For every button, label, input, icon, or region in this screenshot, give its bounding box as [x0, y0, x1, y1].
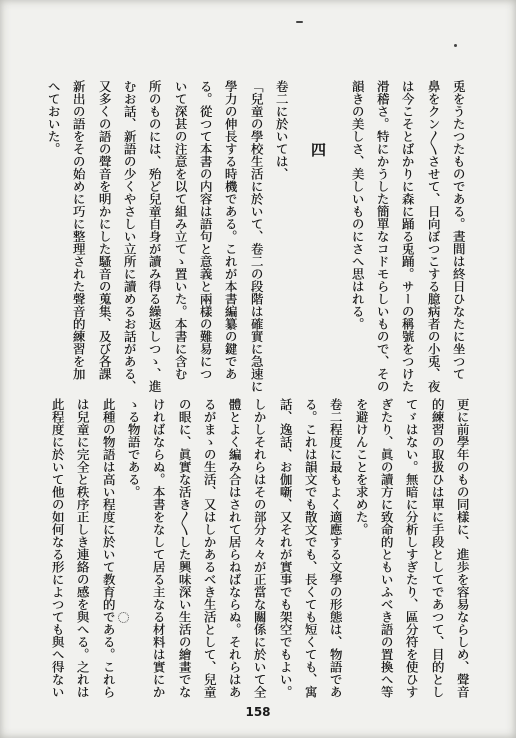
text-column: るがまゝの生活、又はしかあるべき生活として、兒童 — [202, 398, 217, 698]
text-column: 卷二に於いては、 — [274, 80, 289, 180]
text-column: る。從つて本書の内容は語句と意義と兩樣の難易につ — [198, 80, 213, 380]
text-column: 體とよく編み合はされて居らねばならぬ。それらはあ — [227, 398, 242, 698]
scan-speck — [296, 21, 303, 23]
text-column: る。これは韻文でも散文でも、長くても短くても、寓 — [303, 398, 318, 698]
text-column: の眼に、眞實な活き〳〵した興味深い生活の繪畫でな — [177, 398, 192, 698]
text-column: へておいた。 — [46, 80, 61, 155]
text-column: しかしそれらはその部分々々が正當な關係に於いて全 — [252, 398, 267, 698]
text-column: むお話、新語の少くやさしい立所に讀めるお話がある、 — [122, 80, 137, 393]
text-column: を避けんことを求めた。 — [354, 398, 369, 536]
text-column: 所のものには、殆ど兒童自身が讀み得る繰返しつゝ、進 — [147, 80, 162, 393]
text-column: 卷二程度に最もよく適應する文學の形態は、物語であ — [328, 398, 343, 698]
text-column: ぎたり、眞の讀方に致命的ともいふべき語の置換へ等 — [379, 398, 394, 698]
text-column: 「兒童の學校生活に於いて、卷二の段階は確實に急速に — [249, 80, 264, 393]
text-column: ければならぬ。本書をなして居る主なる材料は實にか — [151, 398, 166, 698]
text-column: ゝる物語である。 — [126, 398, 141, 498]
text-column: いて深甚の注意を以て組み立てゝ置いた。本書に含む — [173, 80, 188, 380]
text-column: は今こそとばかりに森に踊る兎踊。サーの稱號をつけた — [400, 80, 415, 393]
page-number: 158 — [245, 705, 271, 719]
text-column: は兒童に完全と秩序正しき連絡の感を與へる。之れは — [75, 398, 90, 698]
text-column: 話、逸話、お伽噺、又それが實事でも架空でもよい。 — [278, 398, 293, 698]
text-column: 的練習の取扱ひは單に手段としてであつて、目的とし — [430, 398, 445, 698]
text-column: てゞはない。無暗に分析しすぎたり、區分符を使ひす — [404, 398, 419, 698]
section-heading: 四 — [309, 142, 327, 157]
text-column: 滑稽さ。特にかうした簡單なコドモらしいもので、その — [375, 80, 390, 393]
text-column: 此程度に於いて他の如何なる形によつても與へ得ない — [50, 398, 65, 698]
text-column: 學力の伸長する時機である。これが本書編纂の鍵であ — [223, 80, 238, 380]
text-column: 新出の語をその始めに巧に整理された聲音的練習を加 — [71, 80, 86, 380]
text-column: 又多くの語の聲音を明かにした騷音の蒐集、及び各課 — [97, 80, 112, 380]
text-column: 韻きの美しさ、美しいものにさへ思はれる。 — [350, 80, 365, 330]
text-column: 此種の物語は高い程度に於いて教育的である。これら — [101, 398, 116, 698]
scan-speck — [454, 44, 457, 47]
text-column: 鼻をクン〳〵させて、日向ぼつこする臆病者の小兎、夜 — [426, 80, 441, 393]
text-column: 兎をうたつたものである。晝間は終日ひなたに坐つて — [451, 80, 466, 380]
text-column: 更に前學年のもの同樣に、進歩を容易ならしめ、聲音 — [455, 398, 470, 698]
